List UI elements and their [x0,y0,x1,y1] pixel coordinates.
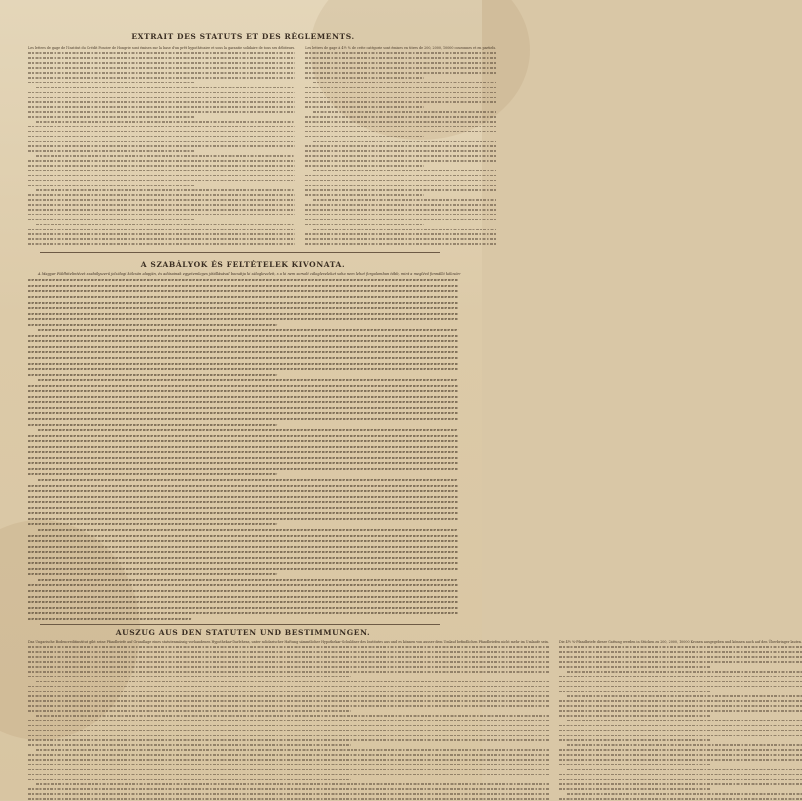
kivonat-text: A Magyar Földhitelintézet szabályszerű jelzálogi kölcsön alapján, és adósainak egyetemleges jótállásával bocsátja ki zálogleveleit, s a ki nem sorsolt zálogleveleket soha nem lehet forgalomban tóbb, mint a meglévő fennálló kölcsön- [28,272,458,278]
statutes-title: EXTRAIT DES STATUTS ET DES RÈGLEMENTS. [28,32,458,41]
auszug-left-text: Das Ungarische Bodencreditinstitut gibt seine Pfandbriefe auf Grundlage eines statutenmässig vorhandenen Hypothekar-Darlehens, unter solidarischer Haftung sämmtlicher Hypothekar-Schuldner des Institutes aus und es können von ausser dem Umlauf befindlichen Pfandbriefen nicht mehr im Umlaufe sein. [28,640,549,645]
auszug-col-right [559,640,802,801]
auszug-title: AUSZUG AUS DEN STATUTEN UND BESTIMMUNGEN. [28,628,458,637]
statutes-columns [28,46,458,247]
statutes-col-left [28,46,295,247]
statutes-section [28,0,458,250]
text-line [305,242,496,247]
text-line [28,242,295,247]
section-divider [40,624,440,625]
auszug-right-text: Die 4½ %-Pfandbriefe dieser Gattung werden in Stücken zu 200, 2000, 10000 Kronen ausgegeben und können auch auf den Überbringer lauten. [559,640,802,645]
text-line [28,616,458,622]
auszug-col-left [28,640,549,801]
section-divider [40,252,440,253]
auszug-section [28,626,458,800]
kivonat-title: A SZABÁLYOK ÉS FELTÉTELEK KIVONATA. [28,260,458,269]
statutes-left-text: Les lettres de gage de l'Institut du Crédit Foncier de Hongrie sont émises sur la base d'un prêt hypothécaire et sous la garantie solidaire de tous ses débiteurs. [28,46,295,51]
auszug-columns [28,640,458,801]
text-line [559,797,802,801]
kivonat-body [28,272,458,621]
statutes-right-text: Les lettres de gage à 4½ % de cette catégorie sont émises en titres de 200, 2000, 10000 couronnes et en partiels. [305,46,496,51]
text-line [28,797,549,801]
statutes-col-right [305,46,496,247]
